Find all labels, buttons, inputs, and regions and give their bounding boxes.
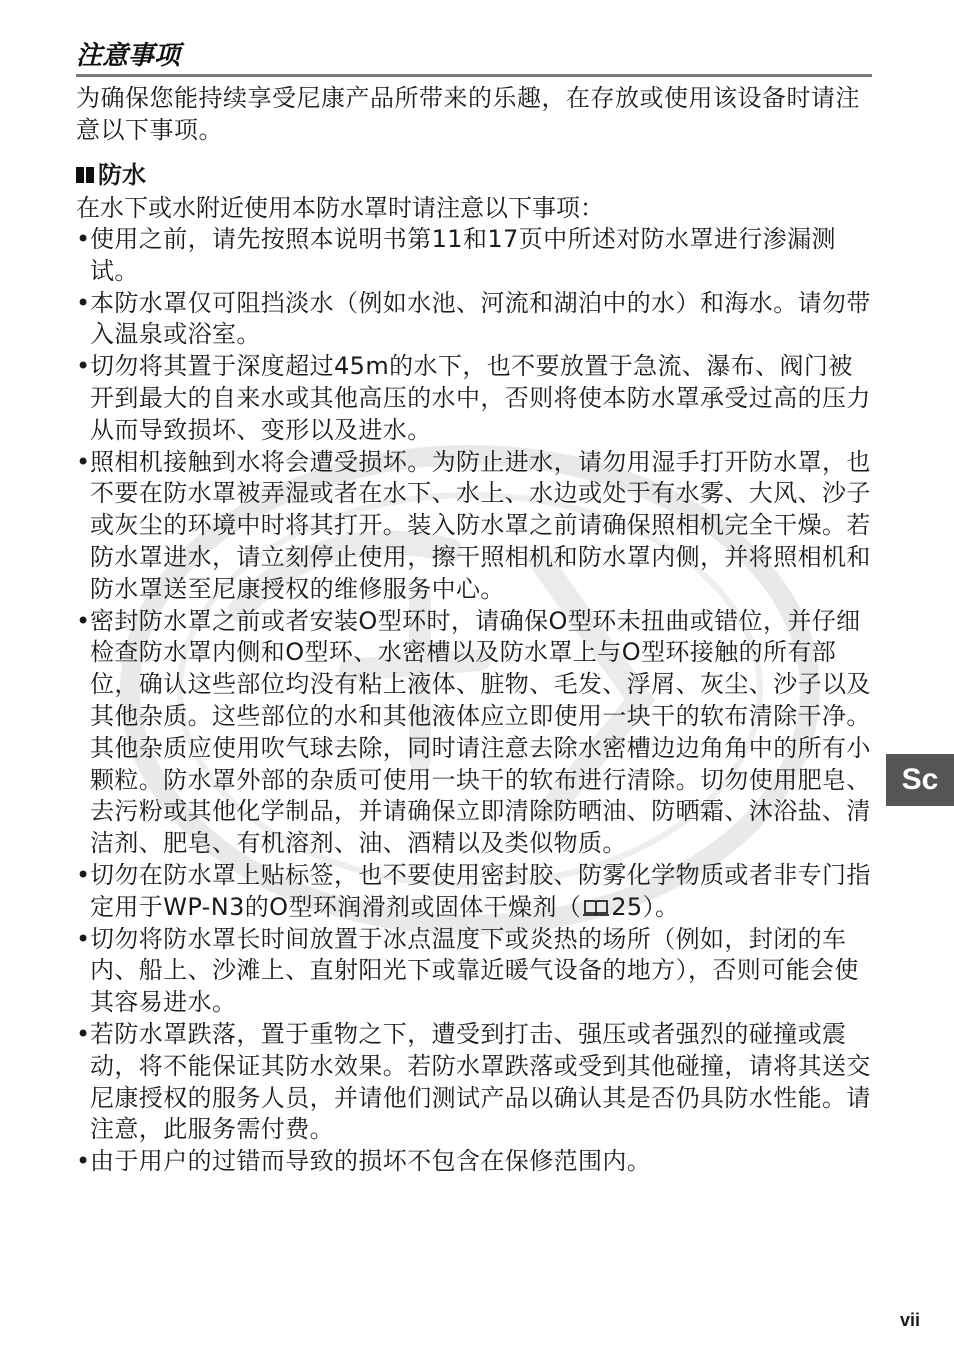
list-item-text: 若防水罩跌落，置于重物之下，遭受到打击、强压或者强烈的碰撞或震动，将不能保证其防水效果。若防水罩跌落或受到其他碰撞，请将其送交尼康授权的服务人员，并请他们测试产品以确认其是否仍具防水性能。请注意，此服务需付费。 bbox=[90, 1019, 871, 1144]
bullet-icon: • bbox=[76, 352, 91, 381]
page-title: 注意事项 bbox=[76, 41, 181, 71]
section-heading-text: 防水 bbox=[98, 161, 146, 189]
section-marker-icon bbox=[76, 167, 94, 183]
bullet-icon: • bbox=[76, 1019, 91, 1048]
section-subtitle: 在水下或水附近使用本防水罩时请注意以下事项： bbox=[76, 194, 604, 222]
title-rule bbox=[76, 38, 872, 77]
list-item bbox=[76, 1146, 876, 1178]
bullet-icon: • bbox=[76, 225, 91, 253]
list-item-text: 由于用户的过错而导致的损坏不包含在保修范围内。 bbox=[90, 1147, 652, 1176]
bullet-icon: • bbox=[76, 860, 91, 889]
list-item bbox=[76, 288, 876, 352]
page-reference[interactable]: 25 bbox=[611, 892, 643, 921]
bullet-icon: • bbox=[76, 924, 91, 953]
bullet-icon: • bbox=[76, 447, 91, 476]
bullet-icon: • bbox=[76, 288, 91, 317]
list-item bbox=[76, 224, 876, 288]
list-item-text-wrap bbox=[90, 860, 876, 924]
list-item bbox=[76, 351, 876, 446]
list-item bbox=[76, 447, 876, 606]
list-item-tail: ）。 bbox=[642, 892, 680, 921]
page-number: vii bbox=[900, 1310, 921, 1330]
intro-paragraph: 为确保您能持续享受尼康产品所带来的乐趣，在存放或使用该设备时请注意以下事项。 bbox=[76, 84, 860, 144]
list-item-text: 照相机接触到水将会遭受损坏。为防止进水，请勿用湿手打开防水罩，也不要在防水罩被弄湿或者在水下、水上、水边或处于有水雾、大风、沙子或灰尘的环境中时将其打开。装入防水罩之前请确保照相机完全干燥。若防水罩进水，请立刻停止使用，擦干照相机和防水罩内侧，并将照相机和防水罩送至尼康授权的维修服务中心。 bbox=[90, 447, 871, 603]
bullet-icon: • bbox=[76, 1147, 91, 1176]
book-icon bbox=[583, 899, 609, 917]
precaution-list bbox=[76, 224, 876, 1178]
list-item-text: 本防水罩仅可阻挡淡水（例如水池、河流和湖泊中的水）和海水。请勿带入温泉或浴室。 bbox=[90, 288, 871, 349]
list-item-text: 密封防水罩之前或者安装O型环时，请确保O型环未扭曲或错位，并仔细检查防水罩内侧和O型环、水密槽以及防水罩上与O型环接触的所有部位，确认这些部位均没有粘上液体、脏物、毛发、浮屑、灰尘、沙子以及其他杂质。这些部位的水和其他液体应立即使用一块干的软布清除干净。其他杂质应使用吹气球去除，同时请注意去除水密槽边边角角中的所有小颗粒。防水罩外部的杂质可使用一块干的软布进行清除。切勿使用肥皂、去污粉或其他化学制品，并请确保立即清除防晒油、防晒霜、沐浴盐、清洁剂、肥皂、有机溶剂、油、酒精以及类似物质。 bbox=[90, 606, 871, 858]
list-item bbox=[76, 860, 876, 924]
list-item-text: 切勿在防水罩上贴标签，也不要使用密封胶、防雾化学物质或者非专门指定用于WP-N3的O型环润滑剂或固体干燥剂（ bbox=[90, 860, 871, 921]
bullet-icon: • bbox=[76, 606, 91, 635]
language-tab[interactable]: Sc bbox=[886, 754, 954, 806]
list-item bbox=[76, 924, 876, 1019]
list-item bbox=[76, 1019, 876, 1146]
list-item-text: 切勿将防水罩长时间放置于冰点温度下或炎热的场所（例如，封闭的车内、船上、沙滩上、直射阳光下或靠近暖气设备的地方），否则可能会使其容易进水。 bbox=[90, 924, 859, 1017]
list-item-text: 切勿将其置于深度超过45m的水下，也不要放置于急流、瀑布、阀门被开到最大的自来水或其他高压的水中，否则将使本防水罩承受过高的压力从而导致损坏、变形以及进水。 bbox=[90, 352, 871, 444]
section-heading bbox=[76, 158, 146, 192]
list-item bbox=[76, 606, 876, 860]
list-item-text: 使用之前，请先按照本说明书第11和17页中所述对防水罩进行渗漏测试。 bbox=[90, 225, 836, 285]
